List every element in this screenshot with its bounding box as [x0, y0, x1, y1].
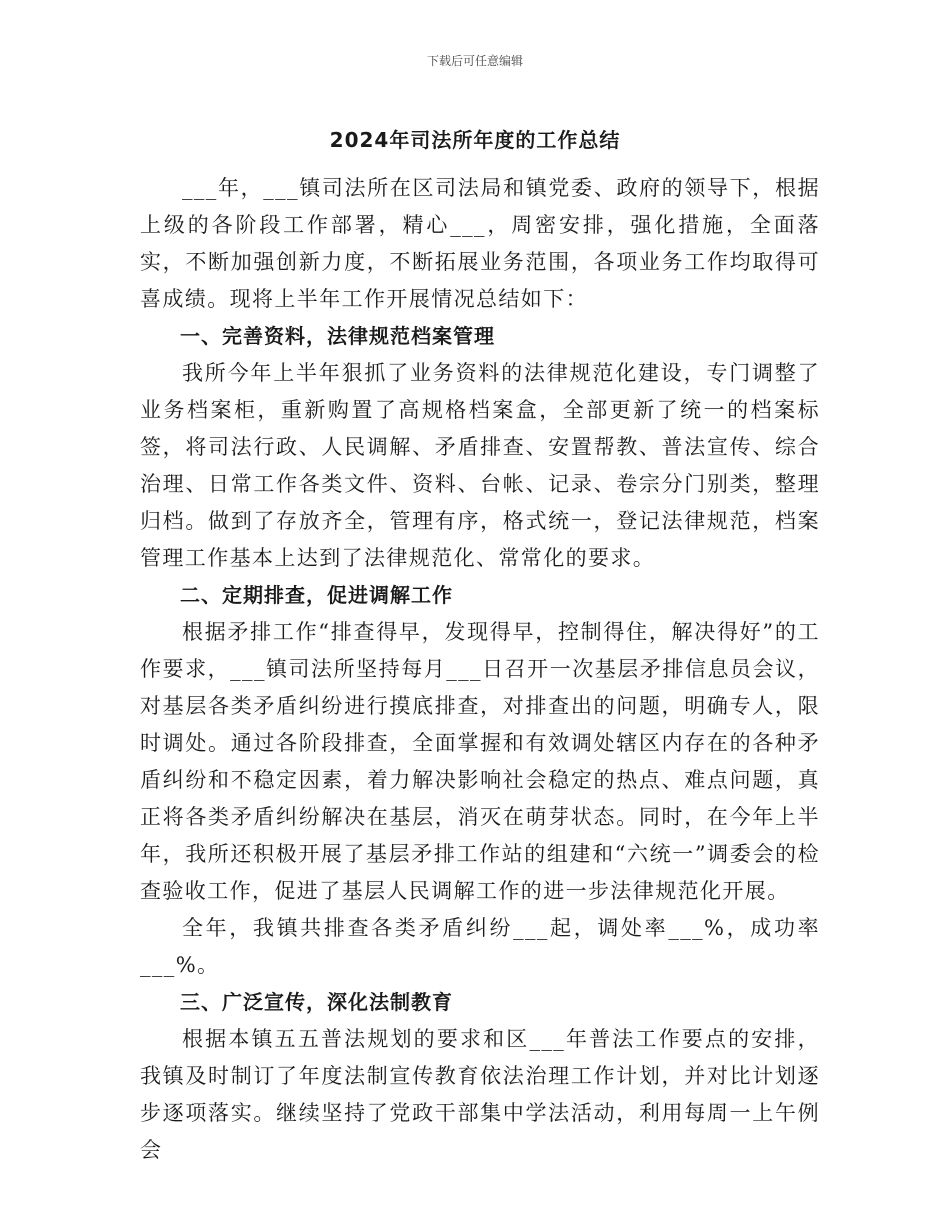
- document-body: [140, 170, 820, 1169]
- paragraph-intro: ___年，___镇司法所在区司法局和镇党委、政府的领导下，根据上级的各阶段工作部署，精心___，周密安排，强化措施，全面落实，不断加强创新力度，不断拓展业务范围，各项业务工作均取得可喜成绩。现将上半年工作开展情况总结如下：: [140, 176, 820, 311]
- section-heading-2: 二、定期排查，促进调解工作: [180, 583, 453, 607]
- document-title: 2024年司法所年度的工作总结: [329, 128, 621, 152]
- section-heading-1: 一、完善资料，法律规范档案管理: [180, 324, 495, 348]
- section-heading-3: 三、广泛宣传，深化法制教育: [180, 990, 453, 1014]
- paragraph-publicity: 根据本镇五五普法规划的要求和区___年普法工作要点的安排，我镇及时制订了年度法制宣传教育依法治理工作计划，并对比计划逐步逐项落实。继续坚持了党政干部集中学法活动，利用每周一上午例会: [140, 1027, 820, 1162]
- paragraph-archives: 我所今年上半年狠抓了业务资料的法律规范化建设，专门调整了业务档案柜，重新购置了高规格档案盒，全部更新了统一的档案标签，将司法行政、人民调解、矛盾排查、安置帮教、普法宣传、综合治理、日常工作各类文件、资料、台帐、记录、卷宗分门别类，整理归档。做到了存放齐全，管理有序，格式统一，登记法律规范，档案管理工作基本上达到了法律规范化、常常化的要求。: [140, 361, 820, 570]
- header-note: 下载后可任意编辑: [426, 54, 523, 68]
- paragraph-statistics: 全年，我镇共排查各类矛盾纠纷___起，调处率___%，成功率___%。: [140, 916, 820, 977]
- paragraph-mediation: 根据矛排工作“排查得早，发现得早，控制得住，解决得好”的工作要求，___镇司法所坚持每月___日召开一次基层矛排信息员会议，对基层各类矛盾纠纷进行摸底排查，对排查出的问题，明确专人，限时调处。通过各阶段排查，全面掌握和有效调处辖区内存在的各种矛盾纠纷和不稳定因素，着力解决影响社会稳定的热点、难点问题，真正将各类矛盾纠纷解决在基层，消灭在萌芽状态。同时，在今年上半年，我所还积极开展了基层矛排工作站的组建和“六统一”调委会的检查验收工作，促进了基层人民调解工作的进一步法律规范化开展。: [140, 620, 820, 903]
